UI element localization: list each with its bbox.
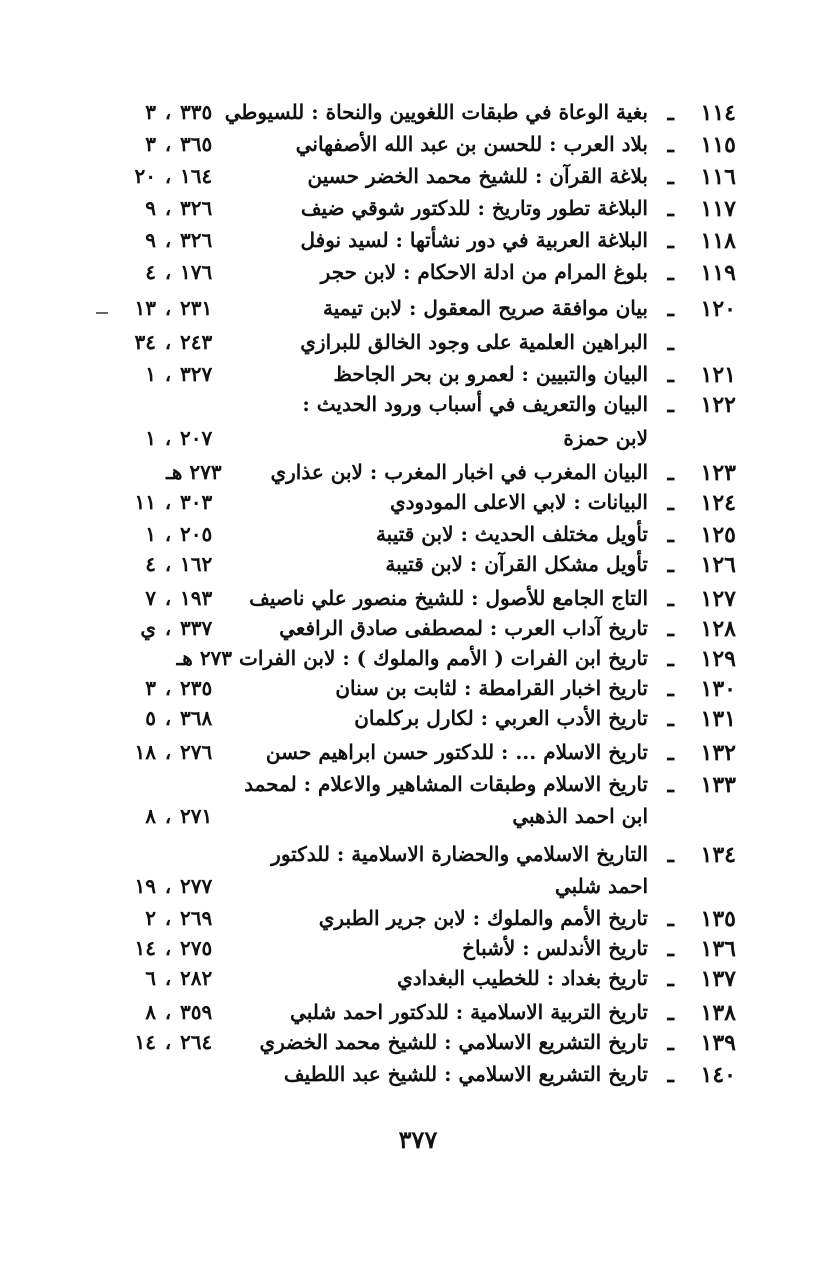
- list-item: [0, 228, 836, 260]
- code-number: ١٦٢: [180, 552, 213, 576]
- code-number: ٢٤٣: [180, 330, 213, 354]
- separator: ،: [164, 490, 172, 514]
- entry-reference: [122, 490, 292, 514]
- entry-title: بغية الوعاة في طبقات اللغويين والنحاة : للسيوطي: [224, 100, 648, 124]
- list-item: [0, 330, 836, 362]
- code-number: ٢٠٧: [180, 426, 213, 450]
- entry-dash: ـ: [667, 522, 674, 548]
- list-item: [0, 426, 836, 458]
- entry-dash: ـ: [667, 906, 674, 932]
- entry-dash: ـ: [667, 330, 674, 356]
- volume-number: ١٤: [134, 1030, 156, 1054]
- list-item: [0, 616, 836, 648]
- entry-dash: ـ: [667, 966, 674, 992]
- volume-number: ٤: [145, 260, 156, 284]
- entry-title: بلوغ المرام من ادلة الاحكام : لابن حجر: [320, 260, 648, 284]
- entry-title: تاريخ الأمم والملوك : لابن جرير الطبري: [318, 906, 648, 930]
- entry-reference: [122, 330, 292, 354]
- entry-number: ١٣٨: [700, 1000, 736, 1026]
- entry-reference: [122, 362, 292, 386]
- entry-dash: ـ: [667, 936, 674, 962]
- entry-dash: ـ: [667, 164, 674, 190]
- list-item: [0, 842, 836, 874]
- list-item: [0, 706, 836, 738]
- entry-reference: [122, 1030, 292, 1054]
- volume-number: ي: [140, 616, 156, 640]
- entry-number: ١١٤: [700, 100, 736, 126]
- separator: ،: [164, 740, 172, 764]
- entry-reference: [122, 260, 292, 284]
- entry-number: ١٣٩: [700, 1030, 736, 1056]
- list-item: [0, 586, 836, 618]
- volume-number: ١٩: [134, 874, 156, 898]
- code-number: ٣٦٥: [180, 132, 213, 156]
- entry-number: ١٢٣: [700, 460, 736, 486]
- list-item: [0, 164, 836, 196]
- entry-reference: [122, 100, 292, 124]
- entry-number: ١٣٠: [700, 676, 736, 702]
- entry-title: البلاغة تطور وتاريخ : للدكتور شوقي ضيف: [300, 196, 648, 220]
- list-item: [0, 1062, 836, 1094]
- entry-reference: [122, 936, 292, 960]
- volume-number: ١٨: [134, 740, 156, 764]
- code-number: ٢٣١: [180, 296, 213, 320]
- list-item: [0, 772, 836, 804]
- volume-number: ٣: [145, 132, 156, 156]
- code-number: ٢٦٤: [180, 1030, 213, 1054]
- code-number: ٢٧٧: [180, 874, 213, 898]
- entry-title: التاج الجامع للأصول : للشيخ منصور علي ناصيف: [249, 586, 648, 610]
- list-item: [0, 100, 836, 132]
- entry-dash: ـ: [667, 706, 674, 732]
- entry-title: تاريخ التشريع الاسلامي : للشيخ عبد اللطيف: [283, 1062, 648, 1086]
- entry-reference: [122, 552, 292, 576]
- entry-number: ١٢٦: [700, 552, 736, 578]
- separator: ،: [164, 1030, 172, 1054]
- entry-dash: ـ: [667, 1062, 674, 1088]
- entry-number: ١١٥: [700, 132, 736, 158]
- code-number: ١٧٦: [180, 260, 213, 284]
- entry-dash: ـ: [667, 616, 674, 642]
- entry-number: ١٣١: [700, 706, 736, 732]
- entry-dash: ـ: [667, 1000, 674, 1026]
- list-item: [0, 260, 836, 292]
- separator: ،: [164, 132, 172, 156]
- list-item: [0, 1030, 836, 1062]
- entry-reference: [122, 676, 292, 700]
- entry-dash: ـ: [667, 460, 674, 486]
- entry-number: ١٢١: [700, 362, 736, 388]
- entry-number: ١٢٩: [700, 646, 736, 672]
- volume-number: ٢٠: [134, 164, 156, 188]
- entry-title: البيان المغرب في اخبار المغرب : لابن عذاري: [270, 460, 648, 484]
- list-item: [0, 392, 836, 424]
- list-item: [0, 522, 836, 554]
- entry-title: بلاغة القرآن : للشيخ محمد الخضر حسين: [307, 164, 648, 188]
- entry-dash: ـ: [667, 100, 674, 126]
- separator: ،: [164, 906, 172, 930]
- entry-title: تاريخ الأدب العربي : لكارل بركلمان: [354, 706, 648, 730]
- code-number: ٢٧١: [180, 804, 213, 828]
- entry-number: ١٢٢: [700, 392, 736, 418]
- code-number: ٣٠٣: [180, 490, 213, 514]
- entry-reference: [122, 296, 292, 320]
- entry-number: ١١٧: [700, 196, 736, 222]
- entry-title: تأويل مشكل القرآن : لابن قتيبة: [385, 552, 648, 576]
- entry-title: تاريخ آداب العرب : لمصطفى صادق الرافعي: [279, 616, 648, 640]
- code-number: ٣٢٦: [180, 196, 213, 220]
- entry-reference: [122, 804, 292, 828]
- entry-reference: [122, 132, 292, 156]
- separator: ،: [164, 676, 172, 700]
- code-number: ٢٧٥: [180, 936, 213, 960]
- entry-dash: ـ: [667, 132, 674, 158]
- entry-dash: ـ: [667, 490, 674, 516]
- entry-title: تاريخ التربية الاسلامية : للدكتور احمد شلبي: [290, 1000, 648, 1024]
- entry-title: البيانات : لابي الاعلى المودودي: [389, 490, 648, 514]
- list-item: [0, 676, 836, 708]
- separator: ،: [164, 362, 172, 386]
- entry-number: ١٤٠: [700, 1062, 736, 1088]
- code-number: ٣٣٥: [180, 100, 213, 124]
- entry-title: تاريخ ابن الفرات ( الأمم والملوك ) : لابن الفرات ٢٧٣ هـ: [176, 646, 648, 670]
- entry-reference: [122, 616, 292, 640]
- entry-reference: [122, 586, 292, 610]
- list-item: [0, 804, 836, 836]
- entry-reference: [122, 164, 292, 188]
- entry-reference: [122, 196, 292, 220]
- entry-title: تاريخ التشريع الاسلامي : للشيخ محمد الخضري: [259, 1030, 648, 1054]
- separator: ،: [164, 706, 172, 730]
- entry-title: بلاد العرب : للحسن بن عبد الله الأصفهاني: [295, 132, 648, 156]
- separator: ،: [164, 196, 172, 220]
- entry-number: ١٣٤: [700, 842, 736, 868]
- separator: ،: [164, 1000, 172, 1024]
- entry-title: البيان والتبيين : لعمرو بن بحر الجاحظ: [333, 362, 648, 386]
- separator: ،: [164, 426, 172, 450]
- volume-number: ١: [145, 426, 156, 450]
- entry-reference: [122, 426, 292, 450]
- entry-title: البلاغة العربية في دور نشأتها : لسيد نوفل: [300, 228, 648, 252]
- entry-dash: ـ: [667, 260, 674, 286]
- entry-title: تاريخ الاسلام وطبقات المشاهير والاعلام : لمحمد: [244, 772, 648, 796]
- volume-number: ١: [145, 362, 156, 386]
- list-item: [0, 460, 836, 492]
- page-number: ٣٧٧: [398, 1125, 438, 1154]
- volume-number: ٥: [145, 706, 156, 730]
- entry-reference: [122, 228, 292, 252]
- code-number: ١٦٤: [180, 164, 213, 188]
- entry-title: احمد شلبي: [554, 874, 648, 898]
- code-number: ٣٢٧: [180, 362, 213, 386]
- code-number: ٢٣٥: [180, 676, 213, 700]
- entry-title: لابن حمزة: [563, 426, 648, 450]
- separator: ،: [164, 330, 172, 354]
- volume-number: ٣٤: [134, 330, 156, 354]
- separator: ،: [164, 228, 172, 252]
- list-item: [0, 646, 836, 678]
- entry-number: ١١٨: [700, 228, 736, 254]
- volume-number: ١٣: [134, 296, 156, 320]
- separator: ،: [164, 586, 172, 610]
- code-number: ٢٧٦: [180, 740, 213, 764]
- list-item: [0, 296, 836, 328]
- volume-number: ٧: [145, 586, 156, 610]
- entry-dash: ـ: [667, 552, 674, 578]
- list-item: [0, 196, 836, 228]
- list-item: [0, 936, 836, 968]
- entry-dash: ـ: [667, 740, 674, 766]
- list-item: [0, 490, 836, 522]
- separator: ،: [164, 164, 172, 188]
- separator: ،: [164, 966, 172, 990]
- list-item: [0, 552, 836, 584]
- entry-title: بيان موافقة صريح المعقول : لابن تيمية: [323, 296, 648, 320]
- entry-dash: ـ: [667, 228, 674, 254]
- entry-title: البراهين العلمية على وجود الخالق للبرازي: [300, 330, 648, 354]
- code-number: ٣٥٩: [180, 1000, 213, 1024]
- entry-reference: [122, 1000, 292, 1024]
- list-item: [0, 1000, 836, 1032]
- entry-reference: [122, 906, 292, 930]
- entry-dash: ـ: [667, 196, 674, 222]
- separator: ،: [164, 804, 172, 828]
- entry-reference: [122, 874, 292, 898]
- entry-number: ١٣٣: [700, 772, 736, 798]
- volume-number: ٢: [145, 906, 156, 930]
- entry-title: التاريخ الاسلامي والحضارة الاسلامية : للدكتور: [271, 842, 648, 866]
- entry-number: ١٣٦: [700, 936, 736, 962]
- list-item: [0, 966, 836, 998]
- separator: ،: [164, 552, 172, 576]
- code-number: ٣٦٨: [180, 706, 213, 730]
- volume-number: ٨: [145, 1000, 156, 1024]
- list-item: [0, 906, 836, 938]
- entry-number: ١٢٥: [700, 522, 736, 548]
- entry-number: ١٢٨: [700, 616, 736, 642]
- list-item: [0, 362, 836, 394]
- entry-dash: ـ: [667, 362, 674, 388]
- entry-number: ١٣٢: [700, 740, 736, 766]
- entry-dash: ـ: [667, 772, 674, 798]
- entry-number: ١٢٠: [700, 296, 736, 322]
- volume-number: ٤: [145, 552, 156, 576]
- code-number: ٣٢٦: [180, 228, 213, 252]
- entry-title: تاريخ بغداد : للخطيب البغدادي: [397, 966, 648, 990]
- entry-dash: ـ: [667, 296, 674, 322]
- code-number: ٣٣٧: [180, 616, 213, 640]
- volume-number: ٩: [145, 228, 156, 252]
- entry-number: ١١٦: [700, 164, 736, 190]
- separator: ،: [164, 936, 172, 960]
- entry-reference: [122, 740, 292, 764]
- entry-reference: [122, 966, 292, 990]
- entry-reference: [122, 706, 292, 730]
- list-item: [0, 132, 836, 164]
- entry-title: البيان والتعريف في أسباب ورود الحديث :: [302, 392, 648, 416]
- code-number: ٢٠٥: [180, 522, 213, 546]
- separator: ،: [164, 522, 172, 546]
- separator: ،: [164, 260, 172, 284]
- entry-title: تاريخ اخبار القرامطة : لثابت بن سنان: [335, 676, 648, 700]
- entry-title: ابن احمد الذهبي: [512, 804, 648, 828]
- volume-number: ١١: [134, 490, 156, 514]
- volume-number: ٣: [145, 676, 156, 700]
- hijri-date: ٢٧٣ هـ: [166, 460, 222, 484]
- volume-number: ١٤: [134, 936, 156, 960]
- entry-number: ١٣٥: [700, 906, 736, 932]
- entry-dash: ـ: [667, 392, 674, 418]
- entry-number: ١٣٧: [700, 966, 736, 992]
- entry-title: تاريخ الأندلس : لأشباخ: [462, 936, 648, 960]
- entry-number: ١١٩: [700, 260, 736, 286]
- volume-number: ١: [145, 522, 156, 546]
- volume-number: ٨: [145, 804, 156, 828]
- separator: ،: [164, 616, 172, 640]
- volume-number: ٩: [145, 196, 156, 220]
- code-number: ٢٦٩: [180, 906, 213, 930]
- list-item: [0, 740, 836, 772]
- entry-title: تأويل مختلف الحديث : لابن قتيبة: [375, 522, 648, 546]
- entry-number: ١٢٤: [700, 490, 736, 516]
- code-number: ١٩٣: [180, 586, 213, 610]
- entry-title: تاريخ الاسلام ... : للدكتور حسن ابراهيم حسن: [265, 740, 648, 764]
- list-item: [0, 874, 836, 906]
- entry-dash: ـ: [667, 1030, 674, 1056]
- volume-number: ٦: [145, 966, 156, 990]
- entry-number: ١٢٧: [700, 586, 736, 612]
- separator: ،: [164, 874, 172, 898]
- entry-dash: ـ: [667, 646, 674, 672]
- entry-dash: ـ: [667, 586, 674, 612]
- separator: ،: [164, 100, 172, 124]
- entry-reference: [122, 522, 292, 546]
- separator: ،: [164, 296, 172, 320]
- volume-number: ٣: [145, 100, 156, 124]
- entry-dash: ـ: [667, 676, 674, 702]
- entry-dash: ـ: [667, 842, 674, 868]
- code-number: ٢٨٢: [180, 966, 213, 990]
